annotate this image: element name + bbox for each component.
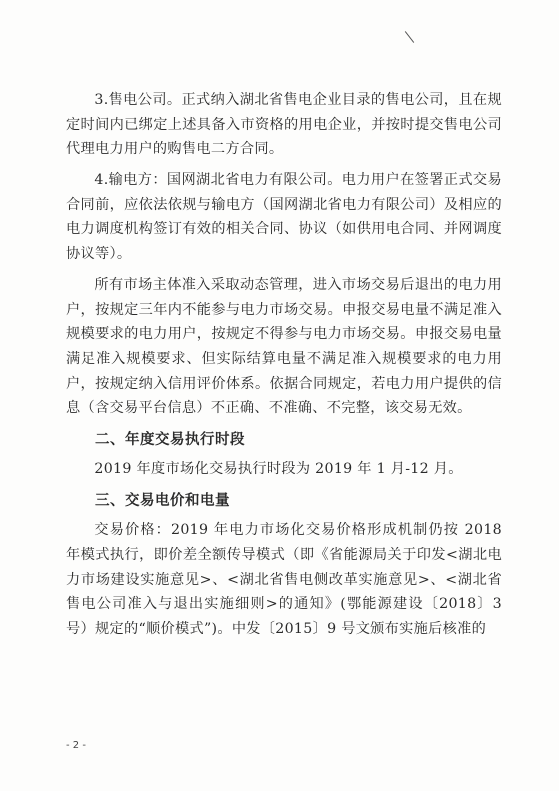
paragraph-transmission: 4.输电方：国网湖北省电力有限公司。电力用户在签署正式交易合同前，应依法依规与输电方（国网湖北省电力有限公司）及相应的电力调度机构签订有效的相关合同、协议（如供用电合同、并网调度协议等）。 [66,172,502,263]
pen-mark [405,31,414,43]
page-number: - 2 - [66,740,86,751]
section-heading-period: 二、年度交易执行时段 [95,432,245,449]
document-body [66,88,502,648]
paragraph-retail-company: 3.售电公司。正式纳入湖北省售电企业目录的售电公司，且在规定时间内已绑定上述具备入市资格的用电企业，并按时提交售电公司代理电力用户的购售电二方合同。 [66,92,502,158]
paragraph-period: 2019 年度市场化交易执行时段为 2019 年 1 月-12 月。 [94,461,463,478]
paragraph-dynamic-management: 所有市场主体准入采取动态管理，进入市场交易后退出的电力用户，按规定三年内不能参与电力市场交易。申报交易电量不满足准入规模要求的电力用户，按规定不得参与电力市场交易。申报交易电量满足准入规模要求、但实际结算电量不满足准入规模要求的电力用户，按规定纳入信用评价体系。依据合同规定，若电力用户提供的信息（含交易平台信息）不正确、不准确、不完整，该交易无效。 [66,277,502,417]
paragraph-price: 交易价格：2019 年电力市场化交易价格形成机制仍按 2018 年模式执行，即价差全额传导模式（即《省能源局关于印发<湖北电力市场建设实施意见>、<湖北省售电侧改革实施意见>、<湖北省售电公司准入与退出实施细则>的通知》(鄂能源建设〔2018〕3 号）规定的“顺价模式”)。中发〔2015〕9 号文颁布实施后核准的 [66,522,502,637]
section-heading-price: 三、交易电价和电量 [95,493,230,510]
